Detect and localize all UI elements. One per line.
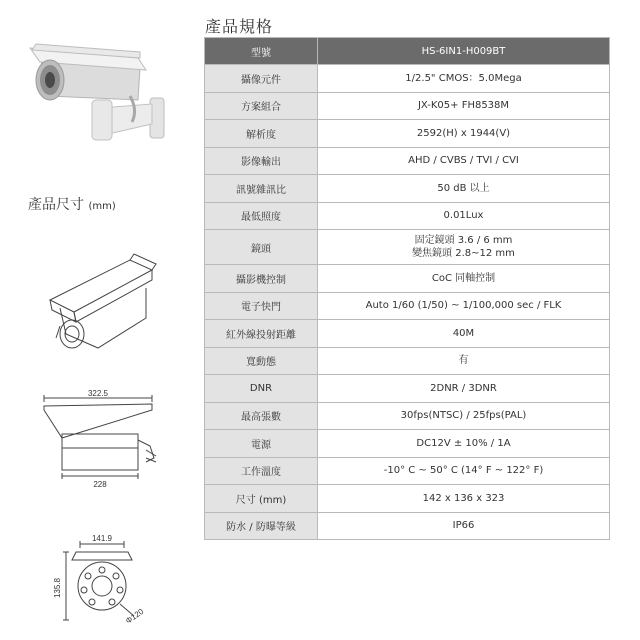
camera-perspective-drawing	[0, 248, 200, 358]
spec-value-line: 1/2.5" CMOS：5.0Mega	[405, 72, 522, 84]
spec-title: 產品規格	[205, 17, 274, 36]
spec-value	[318, 120, 610, 148]
spec-value-line: 2DNR / 3DNR	[430, 382, 497, 394]
spec-row	[205, 202, 610, 230]
spec-value	[318, 265, 610, 293]
spec-value	[318, 347, 610, 375]
spec-value-line: JX-K05+ FH8538M	[417, 100, 510, 112]
spec-value-line: -10° C ~ 50° C (14° F ~ 122° F)	[383, 465, 544, 477]
spec-value	[318, 65, 610, 93]
spec-row	[205, 512, 610, 540]
spec-label: 攝像元件	[205, 65, 318, 93]
spec-value-line: 有	[458, 355, 469, 367]
spec-row	[205, 347, 610, 375]
camera-side-drawing	[0, 388, 200, 498]
spec-label: 紅外線投射距離	[205, 320, 318, 348]
product-illustrations	[0, 0, 200, 640]
spec-value	[318, 147, 610, 175]
spec-value	[318, 320, 610, 348]
spec-value-line: AHD / CVBS / TVI / CVI	[408, 155, 519, 167]
spec-value-line: 30fps(NTSC) / 25fps(PAL)	[400, 410, 527, 422]
spec-value	[318, 512, 610, 540]
spec-label: 電源	[205, 430, 318, 458]
spec-row	[205, 65, 610, 93]
camera-front-drawing	[0, 530, 200, 640]
spec-row	[205, 92, 610, 120]
spec-value-line: 0.01Lux	[443, 210, 484, 222]
spec-value	[318, 175, 610, 203]
spec-row	[205, 120, 610, 148]
spec-value-line: 50 dB 以上	[437, 182, 490, 194]
spec-value	[318, 485, 610, 513]
spec-label: 解析度	[205, 120, 318, 148]
spec-label: 防水 / 防曝等級	[205, 512, 318, 540]
spec-row	[205, 402, 610, 430]
spec-value-line: 2592(H) x 1944(V)	[416, 127, 511, 139]
side-length-bottom: 228	[93, 480, 107, 489]
spec-value-line: 142 x 136 x 323	[422, 492, 505, 504]
spec-value	[318, 402, 610, 430]
spec-row	[205, 430, 610, 458]
spec-value	[318, 202, 610, 230]
lens-diameter: Φ120	[123, 606, 146, 626]
spec-row	[205, 457, 610, 485]
spec-header-value: HS-6IN1-H009BT	[318, 38, 610, 65]
spec-value-line: IP66	[452, 520, 475, 532]
spec-value-line: CoC 同軸控制	[431, 272, 496, 284]
spec-label: 寬動態	[205, 347, 318, 375]
spec-label: 訊號雜訊比	[205, 175, 318, 203]
spec-label: 攝影機控制	[205, 265, 318, 293]
spec-label: 電子快門	[205, 292, 318, 320]
spec-value-line: 固定鏡頭 3.6 / 6 mm	[414, 235, 513, 246]
camera-photo	[0, 0, 200, 160]
spec-value	[318, 457, 610, 485]
spec-table	[204, 37, 610, 540]
spec-value-line: 變焦鏡頭 2.8~12 mm	[412, 248, 515, 259]
spec-value	[318, 230, 610, 265]
spec-row	[205, 265, 610, 293]
front-width: 141.9	[91, 534, 113, 543]
spec-label: 最低照度	[205, 202, 318, 230]
spec-label: 最高張數	[205, 402, 318, 430]
spec-header-row	[205, 38, 610, 65]
dimension-title: 產品尺寸 (mm)	[28, 197, 116, 213]
spec-value	[318, 292, 610, 320]
spec-value	[318, 375, 610, 403]
spec-value	[318, 430, 610, 458]
spec-row	[205, 147, 610, 175]
spec-header-label: 型號	[205, 38, 318, 65]
spec-label: 影像輸出	[205, 147, 318, 175]
spec-label: 尺寸 (mm)	[205, 485, 318, 513]
spec-value-line: DC12V ± 10% / 1A	[416, 437, 511, 449]
spec-label: 鏡頭	[205, 230, 318, 265]
spec-label: DNR	[205, 375, 318, 403]
spec-row	[205, 485, 610, 513]
spec-row	[205, 375, 610, 403]
side-length-top: 322.5	[87, 389, 109, 398]
spec-row	[205, 230, 610, 265]
spec-label: 工作溫度	[205, 457, 318, 485]
spec-label: 方案組合	[205, 92, 318, 120]
front-height: 135.8	[53, 577, 62, 599]
spec-value-line: 40M	[452, 327, 475, 339]
spec-row	[205, 292, 610, 320]
spec-row	[205, 320, 610, 348]
spec-value-line: Auto 1/60 (1/50) ~ 1/100,000 sec / FLK	[365, 300, 562, 312]
spec-row	[205, 175, 610, 203]
spec-value	[318, 92, 610, 120]
